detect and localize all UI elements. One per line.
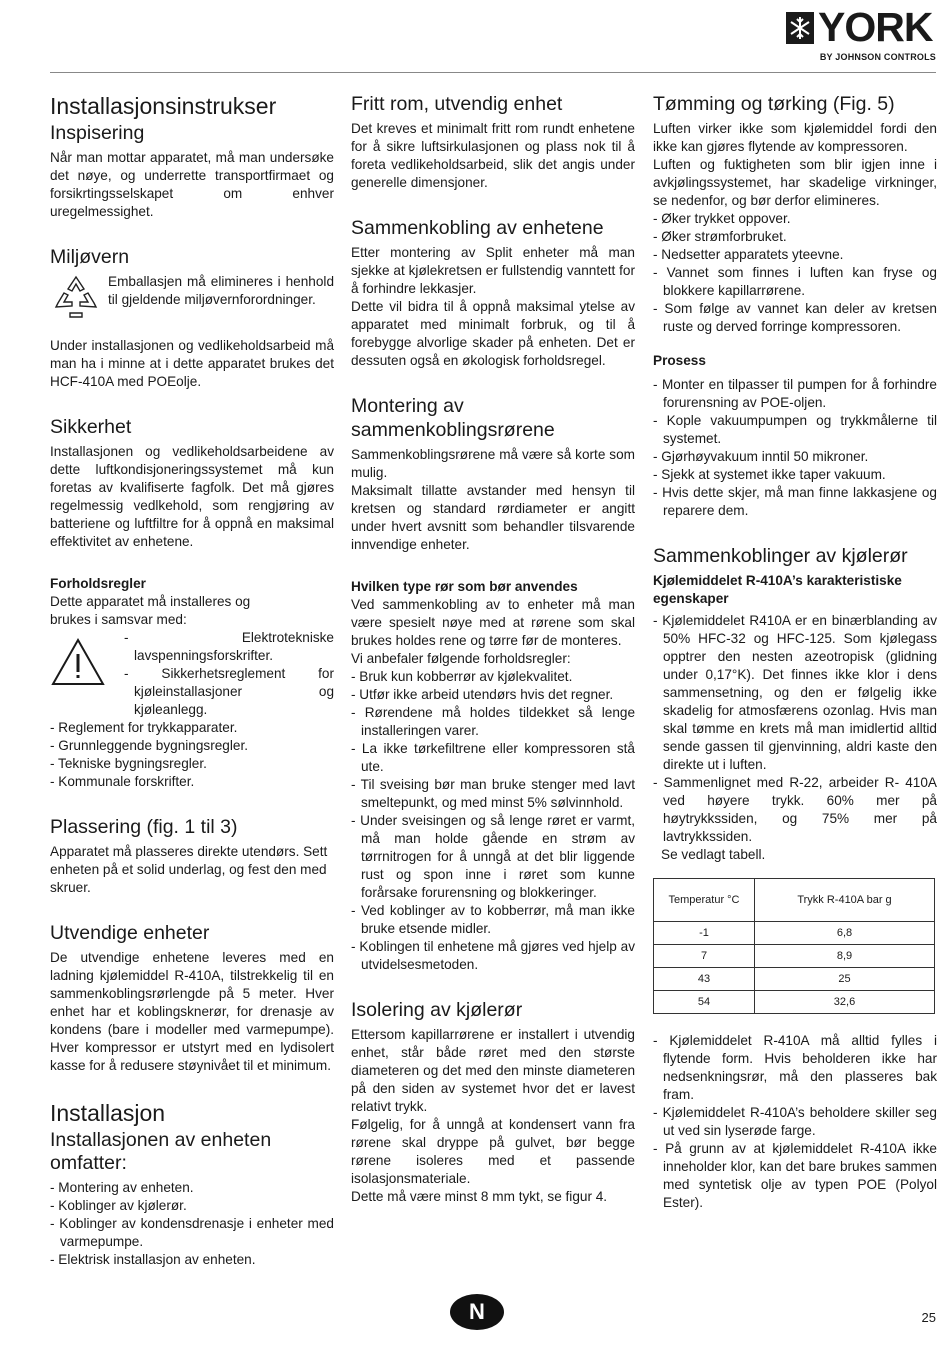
list-item: - Grunnleggende bygningsregler. — [50, 738, 248, 753]
utvendige-heading: Utvendige enheter — [50, 922, 210, 944]
list-item: - Koblingen til enhetene må gjøres ved hjelp av utvidelsesmetoden. — [351, 939, 635, 972]
header-divider — [50, 72, 936, 73]
main-title: Installasjonsinstrukser — [50, 93, 277, 119]
warning-icon — [50, 637, 106, 687]
list-item: - Øker trykket oppover. — [653, 211, 791, 226]
forholdsregler-list — [50, 719, 334, 791]
tomming-text-2: Luften og fuktigheten som blir igjen inne i avkjølingssystemet, har skadelige virkninger, se nedenfor, og bør derfor elimineres. — [653, 157, 937, 208]
list-item: - Kjølemiddelet R410A er en binærblanding av 50% HFC-32 og HFC-125. Som kjølegass opptrer den nesten azeotropisk (glidning under 0,17°K). Det finnes ikke klor i dens sammensetning, og den er følgelig ikke skadelig for atmosfærens ozonlag. Hvis man skal tømme en krets må man imidlertid alltid sende gassen til gjenvinning, aldri kaste den direkte ut i luften. — [653, 613, 937, 772]
hvilken-text-2: Vi anbefaler følgende forholdsregler: — [351, 651, 571, 666]
list-item: - Kjølemiddelet R-410A’s beholdere skiller seg ut ved sin lyserøde farge. — [653, 1105, 937, 1138]
list-item: - Sammenlignet med R-22, arbeider R- 410A ved høyere trykk. 60% mer på høytrykkssiden, og 75% mer på lavtrykkssiden. — [653, 775, 937, 844]
forholdsregler-text: Dette apparatet må installeres og brukes i samsvar med: — [50, 594, 251, 627]
page-number: 25 — [921, 1310, 936, 1325]
list-item: - Til sveising bør man bruke stenger med lavt smeltepunkt, og med minst 5% sølvinnhold. — [351, 777, 635, 810]
miljovern-text-2: Under installasjonen og vedlikeholdsarbeid må man ha i minne at i dette apparatet brukes det HCF-410A med POEolje. — [50, 338, 334, 389]
table-cell: 25 — [755, 968, 935, 991]
table-cell: -1 — [654, 922, 755, 945]
list-item: - Koblinger av kondensdrenasje i enheter med varmepumpe. — [50, 1216, 334, 1249]
inspisering-heading: Inspisering — [50, 122, 145, 144]
column-1 — [50, 92, 334, 1269]
snowflake-icon — [786, 12, 814, 44]
list-item: - Kjølemiddelet R-410A må alltid fylles i flytende form. Hvis beholderen ikke har nedsenkningsrør, må den plasseres bak fram. — [653, 1033, 937, 1102]
list-item: - På grunn av at kjølemiddelet R-410A ikke inneholder klor, kan det bare brukes sammen med syntetisk olje av typen POE (Polyol Ester). — [653, 1141, 937, 1210]
fritt-rom-heading: Fritt rom, utvendig enhet — [351, 93, 563, 115]
sammenkobling-heading: Sammenkobling av enhetene — [351, 217, 604, 239]
sikkerhet-text: Installasjonen og vedlikeholdsarbeidene av dette luftkondisjoneringssystemet må kun foretas av kvalifiserte fagfolk. Det må gjøres regelmessig vedlkehold, som rengjøring av batteriene og luftfiltre for å oppnå en maksimal effektivitet av enhetene. — [50, 444, 334, 549]
isolering-heading: Isolering av kjølerør — [351, 999, 523, 1021]
montering-heading: Montering av sammenkoblingsrørene — [351, 395, 555, 441]
fritt-rom-text: Det kreves et minimalt fritt rom rundt enhetene for å sikre luftsirkulasjonen og plass nok til å foreta vedlikeholdsarbeid, slik det angis under generelle dimensjoner. — [351, 121, 635, 190]
tomming-text-1: Luften virker ikke som kjølemiddel fordi den ikke kan gjøres flytende av kompressoren. — [653, 121, 937, 154]
plassering-text: Apparatet må plasseres direkte utendørs. Sett enheten på et solid underlag, og fest den med skruer. — [50, 844, 328, 895]
list-item: - Reglement for trykkapparater. — [50, 720, 238, 735]
sammenkobling-text-2: Dette vil bidra til å oppnå maksimal ytelse av apparatet med minimalt forbruk, og til å forebygge alvorlige skader på enheten. Det er dessuten også en økologisk forholdsregel. — [351, 299, 635, 368]
list-item: - Rørendene må holdes tildekket så lenge installeringen varer. — [351, 705, 635, 738]
list-item: - Øker strømforbruket. — [653, 229, 787, 244]
isolering-text-1: Ettersom kapillarrørene er installert i utvendig enhet, står både røret med den største diameteren og det med den minste diameteren på den siden av systemet hvor det er lavest relativt trykk. — [351, 1027, 635, 1114]
list-item: - Som følge av vannet kan deler av kretsen ruste og derved forringe kompressoren. — [653, 301, 937, 334]
after-table-list — [653, 1032, 937, 1212]
list-item: - Sjekk at systemet ikke taper vakuum. — [653, 467, 886, 482]
table-header-pressure: Trykk R-410A bar g — [755, 879, 935, 922]
forholdsregler-icon-list — [124, 629, 334, 719]
table-header-row — [654, 879, 935, 922]
table-row — [654, 945, 935, 968]
list-item: - Koblinger av kjølerør. — [50, 1198, 187, 1213]
forholdsregler-heading: Forholdsregler — [50, 576, 146, 591]
sammenkoblinger-heading: Sammenkoblinger av kjølerør — [653, 545, 908, 567]
pressure-table — [653, 878, 935, 1014]
list-item: - Sikkerhetsreglement for kjøleinstallasjoner og kjøleanlegg. — [124, 666, 334, 717]
installasjon-list — [50, 1179, 334, 1269]
warning-block — [50, 629, 334, 719]
isolering-text-3: Dette må være minst 8 mm tykt, se figur 4. — [351, 1189, 608, 1204]
york-logo — [786, 4, 936, 65]
table-cell: 32,6 — [755, 991, 935, 1014]
utvendige-text: De utvendige enhetene leveres med en ladning kjølemiddel R-410A, tilstrekkelig til en sammenkoblingsrørlengde på 5 meter. Hver enhet har et koblingsknerør, for drenasje av kondens (bare i modeller med varmepumpe). Hver kompressor er utstyrt med en lydisolert kasse for å redusere støynivået til et minimum. — [50, 950, 334, 1073]
recycle-icon — [50, 273, 102, 321]
miljovern-heading: Miljøvern — [50, 246, 130, 268]
hvilken-text-1: Ved sammenkobling av to enheter må man være spesielt nøye med at rørene som skal brukes holdes rene og tørre før de monteres. — [351, 597, 635, 648]
list-item: - Nedsetter apparatets yteevne. — [653, 247, 844, 262]
language-badge: N — [450, 1294, 504, 1330]
list-item: - Tekniske bygningsregler. — [50, 756, 207, 771]
karakter-heading: Kjølemiddelet R-410A’s karakteristiske egenskaper — [653, 573, 902, 606]
column-2 — [351, 92, 635, 1206]
hvilken-heading: Hvilken type rør som bør anvendes — [351, 579, 578, 594]
miljovern-text: Emballasjen må elimineres i henhold til gjeldende miljøvernforordninger. — [108, 274, 334, 307]
table-row — [654, 968, 935, 991]
table-cell: 8,9 — [755, 945, 935, 968]
list-item: - Montering av enheten. — [50, 1180, 194, 1195]
inspisering-text: Når man mottar apparatet, må man undersøke det nøye, og underrette transportfirmaet og forsikrtingsselskapet om enhver uregelmessighet. — [50, 150, 334, 219]
list-item: - La ikke tørkefiltrene eller kompressoren stå ute. — [351, 741, 635, 774]
page-header — [0, 0, 950, 78]
table-row — [654, 991, 935, 1014]
table-cell: 6,8 — [755, 922, 935, 945]
brand-name: YORK — [818, 4, 933, 50]
list-item: - Utfør ikke arbeid utendørs hvis det regner. — [351, 687, 614, 702]
table-cell: 54 — [654, 991, 755, 1014]
isolering-text-2: Følgelig, for å unngå at kondensert vann fra rørene skal dryppe på gulvet, bør begge rørene isoleres med et passende isolasjonsmateriale. — [351, 1117, 635, 1186]
table-cell: 7 — [654, 945, 755, 968]
table-row — [654, 922, 935, 945]
sammenkobling-text-1: Etter montering av Split enheter må man sjekke at kjølekretsen er fullstendig vanntett for å forhindre lekkasjer. — [351, 245, 635, 296]
list-item: - Ved koblinger av to kobberrør, må man ikke bruke etsende midler. — [351, 903, 635, 936]
list-item: - Bruk kun kobberrør av kjølekvalitet. — [351, 669, 573, 684]
list-item: - Hvis dette skjer, må man finne lakkasjene og reparere dem. — [653, 485, 937, 518]
hvilken-list — [351, 668, 635, 974]
list-item: - Elektrisk installasjon av enheten. — [50, 1252, 256, 1267]
sikkerhet-heading: Sikkerhet — [50, 416, 132, 438]
brand-subtitle: BY JOHNSON CONTROLS — [819, 52, 936, 62]
column-3 — [653, 92, 937, 1212]
table-header-temperature: Temperatur °C — [654, 879, 755, 922]
plassering-heading: Plassering (fig. 1 til 3) — [50, 816, 238, 838]
prosess-heading: Prosess — [653, 353, 706, 368]
tomming-heading: Tømming og tørking (Fig. 5) — [653, 93, 895, 115]
list-item: - Gjørhøyvakuum inntil 50 mikroner. — [653, 449, 869, 464]
list-item: - Elektrotekniske lavspenningsforskrifter. — [124, 630, 334, 663]
installasjon-subheading: Installasjonen av enheten omfatter: — [50, 1129, 272, 1174]
table-cell: 43 — [654, 968, 755, 991]
list-item: - Kople vakuumpumpen og trykkmålerne til systemet. — [653, 413, 937, 446]
list-item: - Vannet som finnes i luften kan fryse og blokkere kapillarrørene. — [653, 265, 937, 298]
list-item: - Kommunale forskrifter. — [50, 774, 195, 789]
karakter-tail: Se vedlagt tabell. — [661, 847, 766, 862]
karakter-list — [653, 612, 937, 846]
montering-text-1: Sammenkoblingsrørene må være så korte som mulig. — [351, 447, 635, 480]
prosess-list — [653, 376, 937, 520]
list-item: - Monter en tilpasser til pumpen for å forhindre forurensning av POE-oljen. — [653, 377, 937, 410]
list-item: - Under sveisingen og så lenge røret er varmt, må man holde gående en strøm av tørrnitrogen for å unngå at det blir liggende rust og spon inne i røret som kunne forårsake forurensning og blokkeringer. — [351, 813, 635, 900]
installasjon-heading: Installasjon — [50, 1100, 166, 1126]
miljovern-block — [50, 273, 334, 321]
montering-text-2: Maksimalt tillatte avstander med hensyn til kretsen og standard rørdiameter er angitt under hvert avsnitt som behandler tilsvarende innvendige enheter. — [351, 483, 635, 552]
tomming-list — [653, 210, 937, 336]
